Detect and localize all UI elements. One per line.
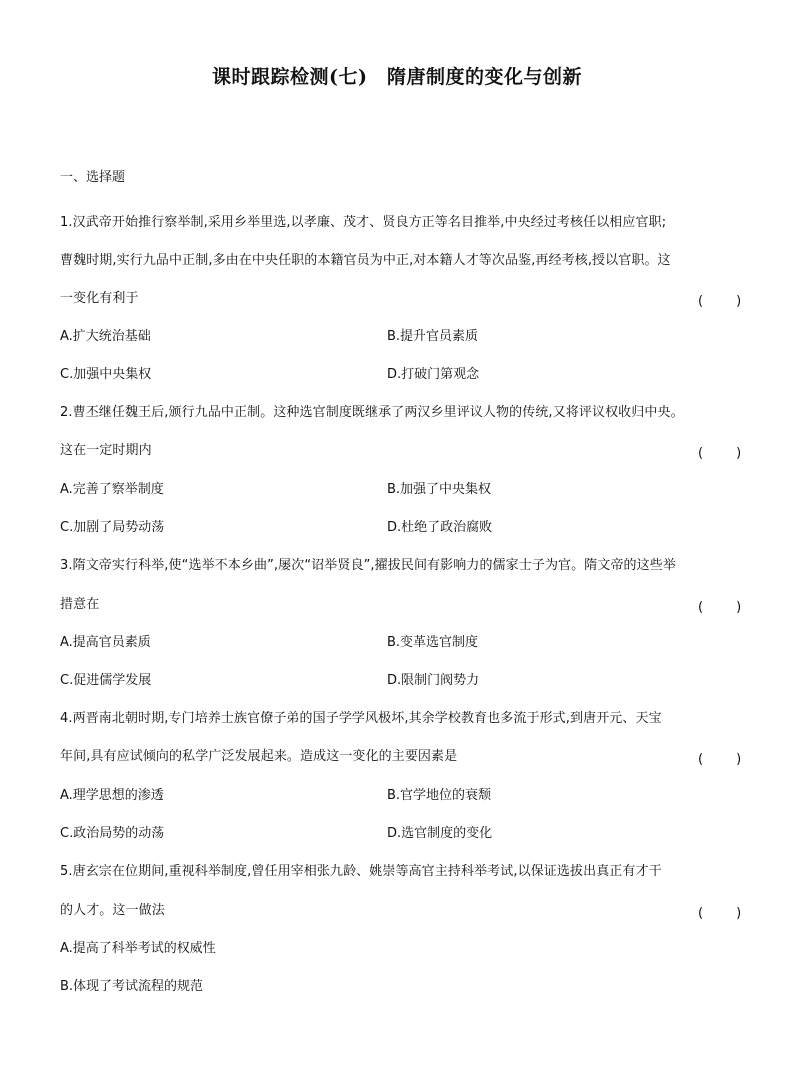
section-heading: 一、选择题 — [60, 170, 126, 185]
question-2-option-c: C.加剧了局势动荡 — [60, 520, 165, 535]
question-1-line-3: 一变化有利于 — [60, 291, 139, 306]
question-3-option-a: A.提高官员素质 — [60, 635, 151, 650]
question-5-line-1: 5.唐玄宗在位期间,重视科举制度,曾任用宰相张九龄、姚崇等高官主持科举考试,以保证选拔出真正有才干 — [60, 864, 662, 879]
question-3-answer-bracket: ( ) — [698, 600, 752, 615]
question-4-line-1: 4.两晋南北朝时期,专门培养士族官僚子弟的国子学学风极坏,其余学校教育也多流于形式,到唐开元、天宝 — [60, 711, 662, 726]
question-5-answer-bracket: ( ) — [698, 906, 752, 921]
question-2-option-d: D.杜绝了政治腐败 — [387, 520, 493, 535]
question-5-line-2: 的人才。这一做法 — [60, 903, 165, 918]
question-2-option-b: B.加强了中央集权 — [387, 482, 492, 497]
question-3-option-d: D.限制门阀势力 — [387, 673, 480, 688]
question-2-option-a: A.完善了察举制度 — [60, 482, 164, 497]
question-1-option-c: C.加强中央集权 — [60, 367, 152, 382]
question-4-option-b: B.官学地位的衰颓 — [387, 788, 492, 803]
question-1-answer-bracket: ( ) — [698, 294, 752, 309]
question-1-line-1: 1.汉武帝开始推行察举制,采用乡举里选,以孝廉、茂才、贤良方正等名目推举,中央经过考核任以相应官职; — [60, 215, 667, 230]
question-4-option-a: A.理学思想的渗透 — [60, 788, 164, 803]
question-1-line-2: 曹魏时期,实行九品中正制,多由在中央任职的本籍官员为中正,对本籍人才等次品鉴,再经考核,授以官职。这 — [60, 253, 671, 268]
question-1-option-a: A.扩大统治基础 — [60, 329, 151, 344]
question-3-option-b: B.变革选官制度 — [387, 635, 479, 650]
question-4-option-c: C.政治局势的动荡 — [60, 826, 165, 841]
question-2-answer-bracket: ( ) — [698, 446, 752, 461]
question-5-option-a: A.提高了科举考试的权威性 — [60, 941, 216, 956]
question-2-line-2: 这在一定时期内 — [60, 443, 152, 458]
question-4-answer-bracket: ( ) — [698, 752, 752, 767]
question-1-option-d: D.打破门第观念 — [387, 367, 480, 382]
question-3-line-2: 措意在 — [60, 597, 100, 612]
question-4-option-d: D.选官制度的变化 — [387, 826, 493, 841]
question-3-line-1: 3.隋文帝实行科举,使“选举不本乡曲”,屡次“诏举贤良”,擢拔民间有影响力的儒家士子为官。隋文帝的这些举 — [60, 558, 676, 573]
page-title: 课时跟踪检测(七) 隋唐制度的变化与创新 — [212, 66, 582, 88]
question-4-line-2: 年间,具有应试倾向的私学广泛发展起来。造成这一变化的主要因素是 — [60, 749, 458, 764]
question-3-option-c: C.促进儒学发展 — [60, 673, 152, 688]
question-1-option-b: B.提升官员素质 — [387, 329, 479, 344]
question-5-option-b: B.体现了考试流程的规范 — [60, 979, 204, 994]
question-2-line-1: 2.曹丕继任魏王后,颁行九品中正制。这种选官制度既继承了两汉乡里评议人物的传统,又将评议权收归中央。 — [60, 405, 684, 420]
